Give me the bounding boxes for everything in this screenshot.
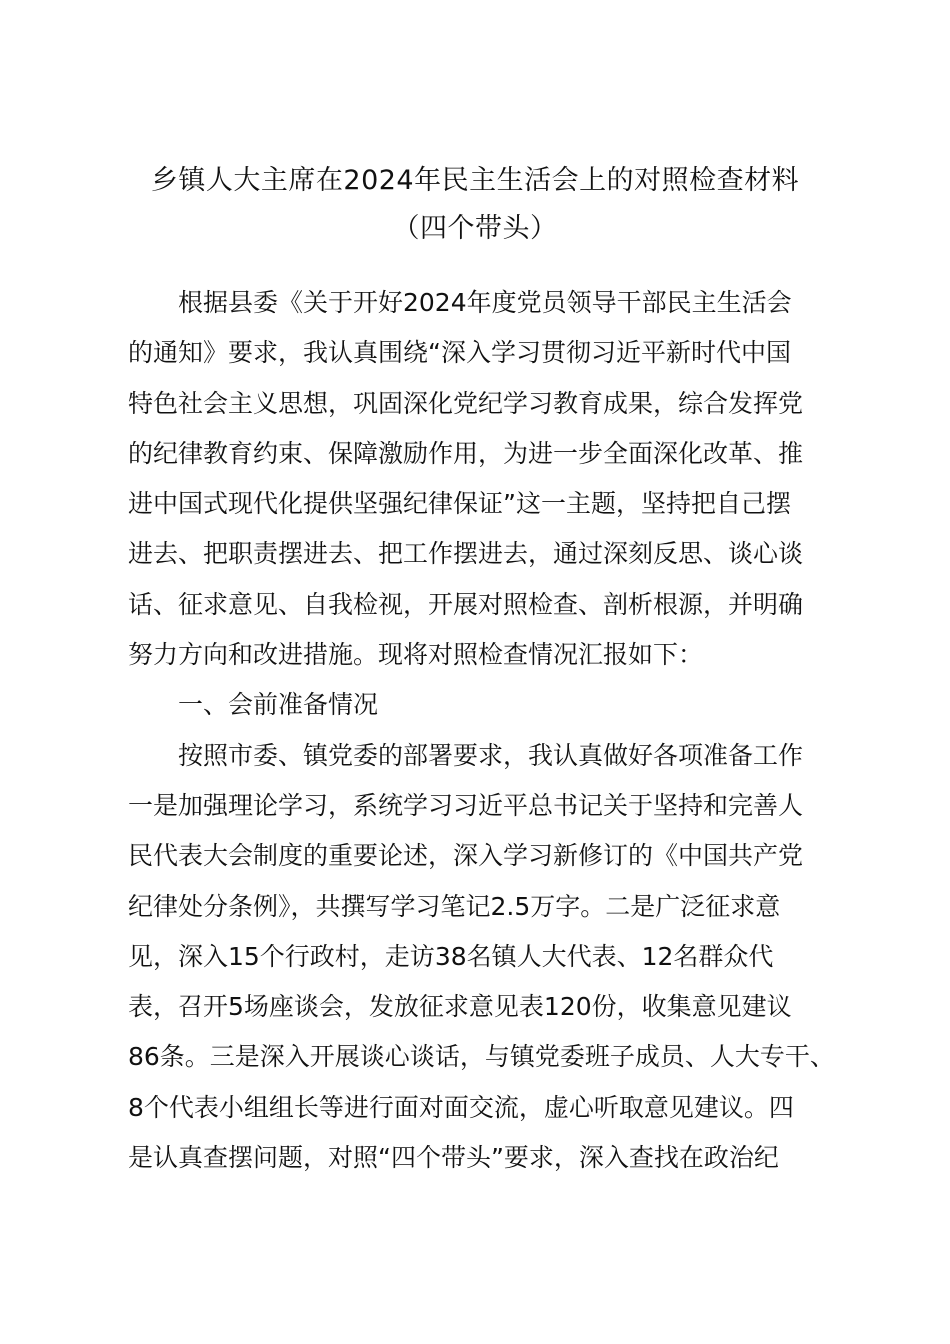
paragraph-line: 努力方向和改进措施。现将对照检查情况汇报如下： [128, 640, 704, 670]
paragraph-line: 见，深入15个行政村，走访38名镇人大代表、12名群众代 [128, 941, 774, 971]
paragraph-line: 进中国式现代化提供坚强纪律保证”这一主题，坚持把自己摆 [128, 489, 791, 519]
paragraph-line: 是认真查摆问题，对照“四个带头”要求，深入查找在政治纪 [128, 1143, 779, 1173]
document-body [128, 278, 835, 1183]
paragraph-line: 一是加强理论学习，系统学习习近平总书记关于坚持和完善人 [128, 790, 804, 820]
paragraph-line: 民代表大会制度的重要论述，深入学习新修订的《中国共产党 [128, 841, 804, 871]
paragraph-line: 根据县委《关于开好2024年度党员领导干部民主生活会 [178, 288, 792, 317]
paragraph-line: 86条。三是深入开展谈心谈话，与镇党委班子成员、人大专干、 [128, 1042, 835, 1072]
section-heading: 一、会前准备情况 [178, 690, 379, 720]
paragraph-line: 话、征求意见、自我检视，开展对照检查、剖析根源，并明确 [128, 589, 804, 619]
paragraph-line: 特色社会主义思想，巩固深化党纪学习教育成果，综合发挥党 [128, 388, 804, 418]
paragraph-line: 按照市委、镇党委的部署要求，我认真做好各项准备工作 [178, 740, 804, 770]
paragraph-line: 表，召开5场座谈会，发放征求意见表120份，收集意见建议 [128, 992, 792, 1022]
paragraph-line: 进去、把职责摆进去、把工作摆进去，通过深刻反思、谈心谈 [128, 539, 804, 569]
paragraph-line: 的通知》要求，我认真围绕“深入学习贯彻习近平新时代中国 [128, 338, 791, 368]
paragraph-line: 的纪律教育约束、保障激励作用，为进一步全面深化改革、推 [128, 438, 804, 468]
document-subtitle: （四个带头） [392, 213, 558, 244]
document-title: 乡镇人大主席在2024年民主生活会上的对照检查材料 [150, 165, 800, 196]
paragraph-line: 纪律处分条例》，共撰写学习笔记2.5万字。二是广泛征求意 [128, 891, 781, 921]
paragraph-line: 8个代表小组组长等进行面对面交流，虚心听取意见建议。四 [128, 1092, 794, 1122]
